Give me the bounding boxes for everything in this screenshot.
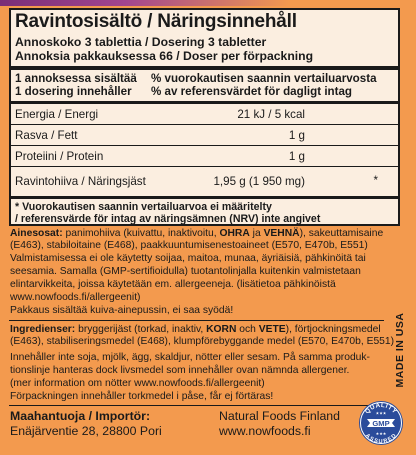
allergen-info-sv-line: (mer information om nötter www.nowfoods.fi/allergeenit) bbox=[10, 378, 265, 389]
nutrition-facts-panel bbox=[9, 8, 400, 226]
ingredients-label-fi: Ainesosat: bbox=[10, 228, 63, 239]
allergen-info-sv-line: Innehåller inte soja, mjölk, ägg, skaldjur, nötter eller sesam. På samma produk- bbox=[10, 352, 370, 363]
top-color-strip bbox=[0, 0, 416, 6]
ingredients-label-sv: Ingredienser: bbox=[10, 324, 76, 335]
allergen-korn: KORN bbox=[206, 324, 237, 335]
allergen-info-fi-line: www.nowfoods.fi/allergeenit) bbox=[10, 292, 141, 303]
nutrient-row bbox=[11, 147, 398, 165]
column-header-left-sv: 1 dosering innehåller bbox=[15, 85, 132, 98]
desiccant-warning-fi: Pakkaus sisältää kuiva-ainepussin, ei saa syödä! bbox=[10, 305, 234, 316]
serving-size: Annoskoko 3 tablettia / Dosering 3 tabletter bbox=[15, 35, 267, 49]
column-header-left-fi: 1 annoksessa sisältää bbox=[15, 72, 137, 85]
footnote-sv: / referensvärde för intag av näringsämnen (NRV) inte angivet bbox=[15, 213, 321, 225]
nutrient-name: Ravintohiiva / Näringsjäst bbox=[15, 175, 146, 188]
ingredients-sv-line bbox=[10, 324, 381, 336]
allergen-info-fi-line: seesamia. Samalla (GMP-sertifioidulla) tuotantolinjalla kuitenkin valmistetaan bbox=[10, 266, 361, 277]
panel-title: Ravintosisältö / Näringsinnehåll bbox=[15, 11, 297, 32]
text-span: panimohiiva (kuivattu, inaktivoitu, bbox=[62, 228, 220, 239]
gmp-quality-seal-icon bbox=[358, 400, 404, 446]
desiccant-warning-sv: Förpackningen innehåller torkmedel i påse, får ej förtäras! bbox=[10, 391, 274, 402]
column-header-right-sv: % av referensvärdet för dagligt intag bbox=[151, 85, 353, 98]
section-divider bbox=[9, 405, 384, 406]
allergen-info-fi-line: Valmistamisessa ei ole käytetty soijaa, maitoa, munaa, äyriäisiä, pähkinöitä tai bbox=[10, 253, 366, 264]
text-span: ), förtjockningsmedel bbox=[285, 324, 381, 335]
text-span: bryggerijäst (torkad, inaktiv, bbox=[75, 324, 207, 335]
nutrient-row bbox=[11, 126, 398, 144]
text-span: och bbox=[236, 324, 259, 335]
text-span: ja bbox=[249, 228, 264, 239]
servings-per-package: Annoksia pakkauksessa 66 / Doser per förpackning bbox=[15, 49, 314, 63]
nutrient-name: Proteiini / Protein bbox=[15, 150, 104, 163]
seal-bottom-text: ASSURED bbox=[363, 432, 399, 446]
nutrient-value: 1 g bbox=[288, 129, 305, 142]
svg-text:★★★: ★★★ bbox=[375, 410, 387, 416]
importer-website: www.nowfoods.fi bbox=[219, 424, 311, 438]
svg-text:★★★: ★★★ bbox=[375, 431, 387, 436]
seal-center-text: GMP bbox=[372, 418, 390, 428]
ingredients-fi-line: (E463), stabiloitaine (E468), paakkuuntumisenestoaineet (E570, E470b, E551) bbox=[10, 240, 368, 251]
nutrient-star: * bbox=[373, 174, 378, 187]
column-header-right-fi: % vuorokautisen saannin vertailuarvosta bbox=[151, 72, 377, 85]
allergen-vehna: VEHNÄ bbox=[263, 228, 300, 239]
thick-divider bbox=[11, 196, 398, 199]
row-divider bbox=[11, 166, 398, 167]
nutrient-value: 21 kJ / 5 kcal bbox=[237, 108, 305, 121]
made-in-usa-label bbox=[387, 300, 413, 400]
nutrient-value: 1,95 g (1 950 mg) bbox=[213, 175, 305, 188]
nutrient-row bbox=[11, 172, 398, 190]
seal-top-text: QUALITY bbox=[363, 401, 399, 416]
importer-company: Natural Foods Finland bbox=[219, 409, 340, 423]
allergen-info-fi-line: elintarvikkeita, joissa käytetään em. allergeeneja. (lisätietoa pähkinöistä bbox=[10, 279, 336, 290]
ingredients-sv-line: (E463), stabiliseringsmedel (E468), klumpförebyggande medel (E570, E470b, E551) bbox=[10, 336, 395, 347]
nutrient-value: 1 g bbox=[288, 150, 305, 163]
nutrient-name: Rasva / Fett bbox=[15, 129, 78, 142]
allergen-vete: VETE bbox=[258, 324, 286, 335]
importer-label: Maahantuoja / Importör: bbox=[10, 409, 151, 423]
footnote-fi: * Vuorokautisen saannin vertailuarvoa ei määritelty bbox=[15, 201, 272, 213]
made-in-usa-text: MADE IN USA bbox=[394, 312, 406, 388]
allergen-info-sv-line: tionslinje hanteras dock livsmedel som innehåller ovan nämnda allergener. bbox=[10, 365, 350, 376]
nutrient-name: Energia / Energi bbox=[15, 108, 99, 121]
ingredients-fi-line bbox=[10, 228, 383, 240]
importer-address: Enäjärventie 28, 28800 Pori bbox=[10, 424, 162, 438]
allergen-ohra: OHRA bbox=[219, 228, 250, 239]
thick-divider bbox=[11, 101, 398, 104]
text-span: ), sakeuttamisaine bbox=[299, 228, 384, 239]
row-divider bbox=[11, 145, 398, 146]
nutrient-row bbox=[11, 105, 398, 123]
thick-divider bbox=[11, 66, 398, 70]
row-divider bbox=[11, 124, 398, 125]
section-divider bbox=[9, 320, 384, 321]
